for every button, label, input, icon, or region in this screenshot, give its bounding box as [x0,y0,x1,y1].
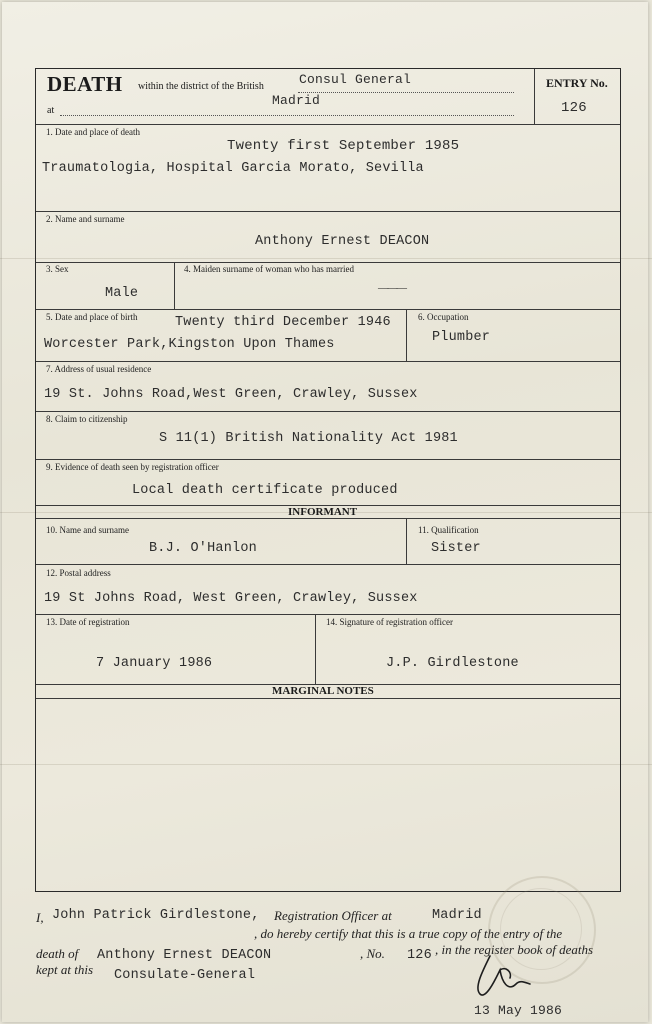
row-divider [36,124,620,125]
row-divider [36,211,620,212]
row-divider [36,361,620,362]
qualification-label: 11. Qualification [418,525,479,535]
cert-kept-label: kept at this [36,962,94,977]
date-of-death: Twenty first September 1985 [227,138,460,154]
citizenship-label: 8. Claim to citizenship [46,414,128,424]
cert-no-label: , No. [360,946,385,961]
row-divider [36,614,620,615]
address-label: 7. Address of usual residence [46,364,152,374]
name-surname-label: 2. Name and surname [46,214,125,224]
row-divider [36,309,620,310]
row-divider [36,262,620,263]
address-value: 19 St. Johns Road,West Green, Crawley, Sussex [44,387,418,402]
row-divider [36,459,620,460]
cert-deceased-name: Anthony Ernest DEACON [97,948,272,963]
cert-entry-number: 126 [407,948,432,963]
date-place-birth-label: 5. Date and place of birth [46,312,138,322]
postal-address-value: 19 St Johns Road, West Green, Crawley, Sussex [44,591,418,606]
col-divider [174,262,175,309]
marginal-notes-heading: MARGINAL NOTES [272,685,374,697]
citizenship-value: S 11(1) British Nationality Act 1981 [159,431,458,446]
at-label: at [47,105,55,116]
date-of-birth: Twenty third December 1946 [175,315,391,330]
district-dotline [298,92,514,93]
at-dotline [60,115,514,116]
cert-certify-text: , do hereby certify that this is a true copy of the entry of the [254,926,563,941]
date-place-death-label: 1. Date and place of death [46,127,140,137]
qualification-value: Sister [431,541,481,556]
maiden-surname-label: 4. Maiden surname of woman who has married [184,264,354,274]
cert-i-label: I, [36,910,44,925]
at-value: Madrid [272,93,321,108]
row-divider [36,518,620,519]
handwritten-signature-icon [460,948,550,1002]
entry-divider [534,69,535,124]
cert-death-of-label: death of [36,946,79,961]
entry-label: ENTRY No. [546,76,608,90]
cert-register-text: , in the register book of deaths [435,942,594,957]
signature-label: 14. Signature of registration officer [326,617,454,627]
maiden-surname-value: ——— [378,282,405,294]
entry-value: 126 [561,100,587,116]
place-of-death: Traumatologia, Hospital Garcia Morato, Sevilla [42,161,424,176]
evidence-value: Local death certificate produced [132,483,398,498]
sex-label: 3. Sex [46,264,69,274]
row-divider [36,564,620,565]
form-title: DEATH [47,72,123,96]
informant-name-label: 10. Name and surname [46,525,129,535]
col-divider [315,614,316,684]
cert-kept-value: Consulate-General [114,968,256,983]
row-divider [36,698,620,699]
place-of-birth: Worcester Park,Kingston Upon Thames [44,337,335,352]
informant-name-value: B.J. O'Hanlon [149,541,257,556]
occupation-label: 6. Occupation [418,312,469,322]
district-value: Consul General [299,72,412,87]
district-prefix: within the district of the British [138,81,264,92]
cert-date: 13 May 1986 [474,1003,563,1018]
sex-value: Male [105,286,139,301]
cert-location: Madrid [432,908,482,923]
cert-officer-role: Registration Officer at [274,908,392,923]
postal-address-label: 12. Postal address [46,568,111,578]
registration-date-label: 13. Date of registration [46,617,130,627]
informant-heading: INFORMANT [288,506,358,518]
deceased-name: Anthony Ernest DEACON [255,234,430,249]
cert-officer-name: John Patrick Girdlestone, [52,908,260,923]
occupation-value: Plumber [432,330,491,345]
col-divider [406,309,407,361]
death-register-form [35,68,621,892]
col-divider [406,518,407,564]
evidence-label: 9. Evidence of death seen by registration officer [46,462,219,472]
signature-value: J.P. Girdlestone [386,656,519,671]
registration-date-value: 7 January 1986 [96,656,213,671]
row-divider [36,411,620,412]
